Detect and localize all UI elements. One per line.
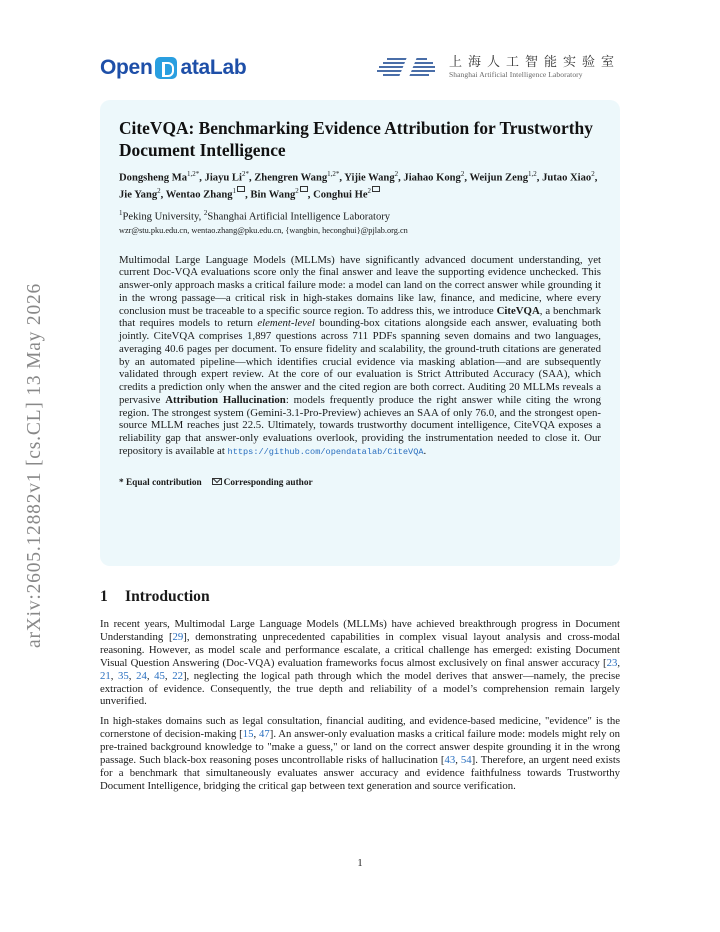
attribution-hallucination-term: Attribution Hallucination xyxy=(165,393,286,406)
author-affiliation-marker: 2 xyxy=(394,170,399,178)
citation-link[interactable]: 35 xyxy=(118,669,129,682)
author-name: Jiayu Li xyxy=(204,172,242,184)
citation-link[interactable]: 21 xyxy=(100,669,111,682)
author-affiliation-marker: 1,2* xyxy=(327,170,340,178)
affiliations xyxy=(119,207,601,224)
lab-name-english: Shanghai Artificial Intelligence Laboratory xyxy=(448,70,583,79)
citation-link[interactable]: 22 xyxy=(172,669,183,682)
envelope-icon xyxy=(372,186,380,192)
author-affiliation-marker: 2 xyxy=(157,186,161,195)
author-affiliation-marker: 2 xyxy=(460,170,465,178)
logo-d-icon xyxy=(155,57,177,79)
intro-paragraph-1: In recent years, Multimodal Large Language Models (MLLMs) have achieved breakthrough progress in Document Understanding [29], demonstrating unprecedented capabilities in complex visual layout analysis and cross-modal reasoning. However, as model scale and performance escalate, a critical challenge has emerged: existing Document Visual Question Answering (Doc-VQA) evaluation frameworks focus almost exclusively on final answer accuracy [23, 21, 35, 24, 45, 22], neglecting the logical path through which the model derives that answer—namely, the precise extraction of evidence. Consequently, the true depth and reliability of a model’s comprehension remain largely unverified. xyxy=(100,618,621,708)
abstract: Multimodal Large Language Models (MLLMs) have significantly advanced document understanding, yet current Doc-VQA evaluations score only the final answer and leave the supporting evidence unchecked. This answer-only approach masks a critical failure mode: a model can land on the correct answer while grounding it in the wrong passage—a critical risk in high-stakes domains like law, finance, and medicine, where every conclusion must be traceable to a specific source region. To address this, we introduce CiteVQA, a benchmark that requires models to return element-level bounding-box citations alongside each answer, evaluating both jointly. CiteVQA comprises 1,897 questions across 711 PDFs spanning seven domains and two languages, averaging 40.6 pages per document. To ensure fidelity and scalability, the ground-truth citations are generated by an automated pipeline—which identifies crucial evidence via masking ablation—and are subsequently validated through expert review. At the core of our evaluation is Strict Attributed Accuracy (SAA), which credits a prediction only when the answer and the cited region are both correct. Auditing 20 MLLMs reveals a pervasive Attribution Hallucination: models frequently produce the right answer while citing the wrong region. The strongest system (Gemini-3.1-Pro-Preview) achieves an SAA of only 76.0, and the strongest open-source MLLM reaches just 22.5. Ultimately, towards trustworthy document intelligence, CiteVQA exposes a reliability gap that answer-only evaluations overlook, providing the instrumentation needed to close it. Our repository is available at https://github.com/opendatalab/CiteVQA. xyxy=(119,253,602,457)
author-affiliation-marker: 2 xyxy=(367,186,372,195)
section-heading xyxy=(100,587,620,607)
citation-link[interactable]: 23 xyxy=(606,656,618,669)
equal-contribution-note: * Equal contribution xyxy=(119,477,202,488)
citation-link[interactable]: 47 xyxy=(259,728,270,741)
corresponding-author-note: Corresponding author xyxy=(223,477,313,488)
author-affiliation-marker: 2* xyxy=(241,170,249,178)
author-notes xyxy=(119,477,601,489)
author-affiliation-marker: 1 xyxy=(232,186,237,195)
arxiv-identifier: arXiv:2605.12882v1 [cs.CL] 13 May 2026 xyxy=(24,282,45,648)
envelope-icon xyxy=(212,478,222,485)
logo-text-right: ataLab xyxy=(180,56,247,79)
citation-link[interactable]: 15 xyxy=(242,728,254,741)
shanghai-ai-lab-logo xyxy=(373,54,620,80)
author-affiliation-marker: 2 xyxy=(591,170,595,178)
logo-text-left: Open xyxy=(100,56,153,79)
citation-link[interactable]: 54 xyxy=(460,754,472,767)
introduction-section xyxy=(100,587,620,793)
author-name: Dongsheng Ma xyxy=(119,172,187,184)
envelope-icon xyxy=(237,186,245,192)
author-name: Zhengren Wang xyxy=(254,172,328,184)
title-abstract-box xyxy=(100,100,620,566)
author-name: Bin Wang xyxy=(250,189,296,201)
author-name: Weijun Zeng xyxy=(469,172,529,184)
author-name: Wentao Zhang xyxy=(165,189,233,201)
author-affiliation-marker: 2 xyxy=(295,186,299,195)
citation-link[interactable]: 45 xyxy=(154,669,165,682)
envelope-icon xyxy=(300,186,308,192)
author-name: Yijie Wang xyxy=(344,172,395,184)
author-name: Jie Yang xyxy=(119,189,158,201)
author-affiliation-marker: 1,2 xyxy=(528,170,537,178)
page-number: 1 xyxy=(357,858,363,869)
author-name: Jiahao Kong xyxy=(403,172,461,184)
author-emails: wzr@stu.pku.edu.cn, wentao.zhang@pku.edu.cn, {wangbin, heconghui}@pjlab.org.cn xyxy=(119,225,408,235)
repository-link[interactable]: https://github.com/opendatalab/CiteVQA xyxy=(227,446,424,457)
page-header xyxy=(100,54,620,88)
section-title: Introduction xyxy=(125,588,210,605)
affiliation-name: Shanghai Artificial Intelligence Laboratory xyxy=(207,211,391,223)
citation-link[interactable]: 24 xyxy=(136,669,147,682)
opendatalab-logo xyxy=(100,56,246,80)
affiliation-marker: 2 xyxy=(203,209,208,218)
author-name: Jutao Xiao xyxy=(542,172,592,184)
paper-title: CiteVQA: Benchmarking Evidence Attribution for Trustworthy Document Intelligence xyxy=(119,118,593,160)
author-list: Dongsheng $Ma^{1,2*}$, Jiayu $Li^{2*}$, Zhengren Wang$^{1,2*}$, Yijie Wang$^2$, Jiahao Kong$^2$, Weijun Zeng$^{1,2}$, Jutao Xiao$^2$, Jie Yang$^2$, Wentao Zhang$^1$ , Bin Wang$^2$ , Conghui He$^2$ xyxy=(119,170,598,201)
author-affiliation-marker: 1,2* xyxy=(187,170,200,178)
citation-link[interactable]: 43 xyxy=(444,754,456,767)
section-number: 1 xyxy=(100,588,108,605)
lab-name-chinese: 上海人工智能实验室 xyxy=(448,54,620,69)
citation-link[interactable]: 29 xyxy=(172,630,184,643)
benchmark-name: CiteVQA xyxy=(496,304,540,317)
lab-emblem-icon xyxy=(373,55,443,79)
intro-paragraph-2: In high-stakes domains such as legal consultation, financial auditing, and evidence-based medicine, "evidence" is the cornerstone of decision-making [15, 47]. An answer-only evaluation masks a critical failure mode: models might rely on pre-trained background knowledge to "make a guess," or land on the correct answer despite grounding it in the wrong passage. Such black-box reasoning poses uncontrollable risks of hallucination [43, 54]. Therefore, an urgent need exists for a benchmark that simultaneously evaluates answer accuracy and evidence faithfulness towards Trustworthy Document Intelligence, bridging the critical gap between text generation and source verification. xyxy=(100,715,621,792)
affiliation-marker: 1 xyxy=(119,209,123,218)
affiliation-name: Peking University, xyxy=(122,211,204,223)
author-name: Conghui He xyxy=(313,189,368,201)
